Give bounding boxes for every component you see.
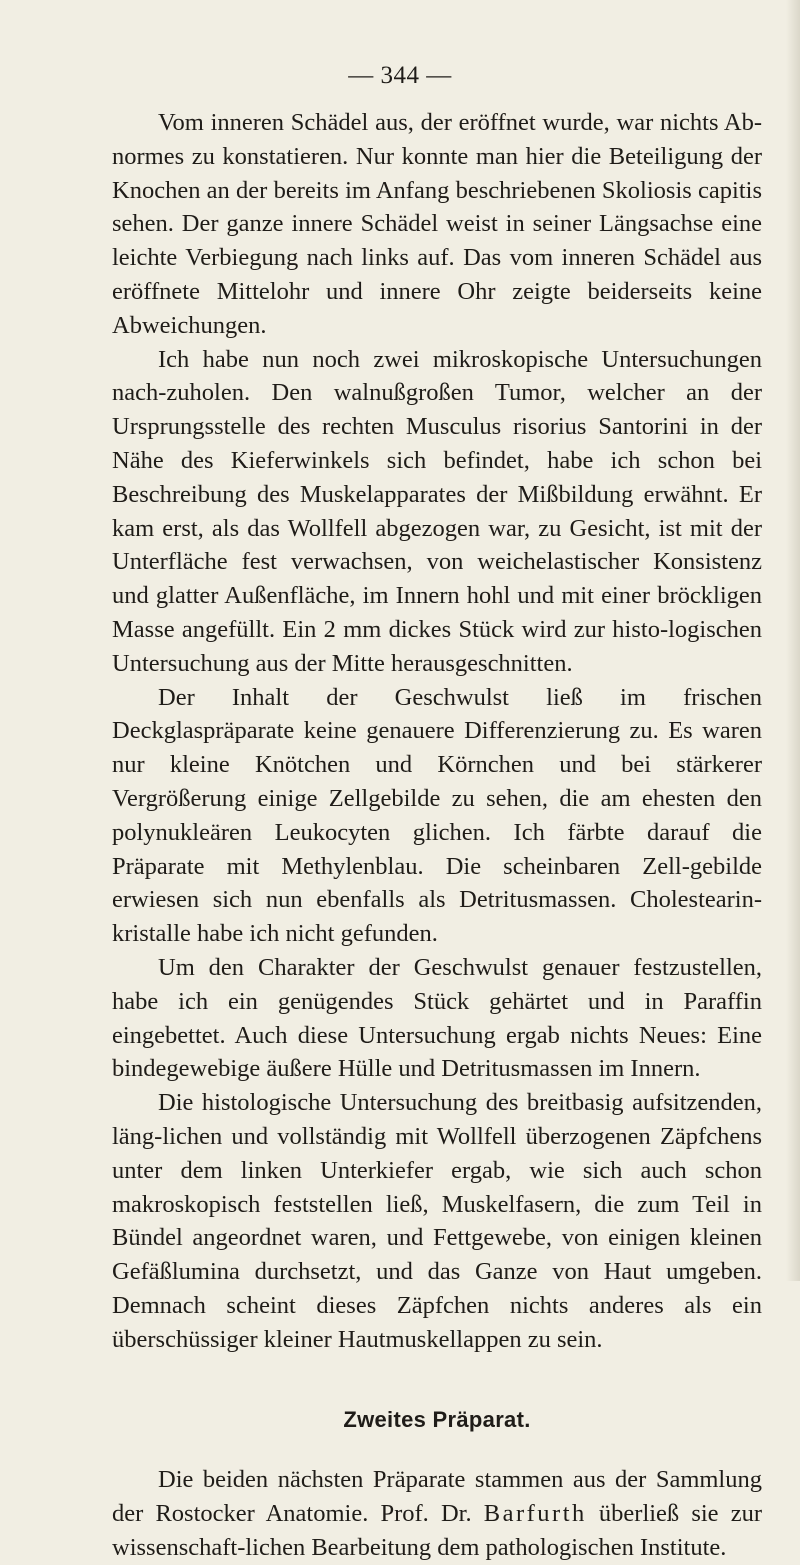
paragraph-text: Die beiden nächsten Präparate stammen aus der Sammlung der Rostocker Anatomie. Prof. Dr.	[112, 1466, 762, 1528]
paragraph	[112, 1463, 762, 1564]
page-number: — 344 —	[348, 62, 452, 89]
page-edge-shadow	[786, 0, 800, 1281]
author-name: Barfurth	[483, 1500, 587, 1528]
paragraph: Ich habe nun noch zwei mikroskopische Untersuchungen nach-zuholen. Den walnußgroßen Tumor, welcher an der Ursprungsstelle des rechten Musculus risorius Santorini in der Nähe des Kieferwinkels sich befindet, habe ich schon bei Beschreibung des Muskelapparates der Mißbildung erwähnt. Er kam erst, als das Wollfell abgezogen war, zu Gesicht, ist mit der Unterfläche fest verwachsen, von weichelastischer Konsistenz und glatter Außenfläche, im Innern hohl und mit einer bröckligen Masse angefüllt. Ein 2 mm dickes Stück wird zur histo-logischen Untersuchung aus der Mitte herausgeschnitten.	[112, 345, 762, 677]
paragraph: Die histologische Untersuchung des breitbasig aufsitzenden, läng-lichen und vollständig mit Wollfell überzogenen Zäpfchens unter dem linken Unterkiefer ergab, wie sich auch schon makroskopisch feststellen ließ, Muskelfasern, die zum Teil in Bündel angeordnet waren, und Fettgewebe, von einigen kleinen Gefäßlumina durchsetzt, und das Ganze von Haut umgeben. Demnach scheint dieses Zäpfchen nichts anderes als ein überschüssiger kleiner Hautmuskellappen zu sein.	[112, 1089, 762, 1353]
paragraph: Um den Charakter der Geschwulst genauer festzustellen, habe ich ein genügendes Stück gehärtet und in Paraffin eingebettet. Auch diese Untersuchung ergab nichts Neues: Eine bindegewebige äußere Hülle und Detritusmassen im Innern.	[112, 953, 762, 1083]
paragraph: Vom inneren Schädel aus, der eröffnet wurde, war nichts Ab-normes zu konstatieren. Nur konnte man hier die Beteiligung der Knochen an der bereits im Anfang beschriebenen Skoliosis capitis sehen. Der ganze innere Schädel weist in seiner Längsachse eine leichte Verbiegung nach links auf. Das vom inneren Schädel aus eröffnete Mittelohr und innere Ohr zeigte beiderseits keine Abweichungen.	[112, 109, 762, 339]
body-text	[112, 106, 762, 1565]
paragraph-text: überließ sie zur wissenschaft-lichen Bearbeitung dem pathologischen Institute.	[112, 1500, 762, 1561]
paragraph: Der Inhalt der Geschwulst ließ im frischen Deckglaspräparate keine genauere Differenzierung zu. Es waren nur kleine Knötchen und Körnchen und bei stärkerer Vergrößerung einige Zellgebilde zu sehen, die am ehesten den polynukleären Leukocyten glichen. Ich färbte darauf die Präparate mit Methylenblau. Die scheinbaren Zell-gebilde erwiesen sich nun ebenfalls als Detritusmassen. Cholestearin-kristalle habe ich nicht gefunden.	[112, 683, 762, 948]
section-heading: Zweites Präparat.	[343, 1407, 531, 1433]
